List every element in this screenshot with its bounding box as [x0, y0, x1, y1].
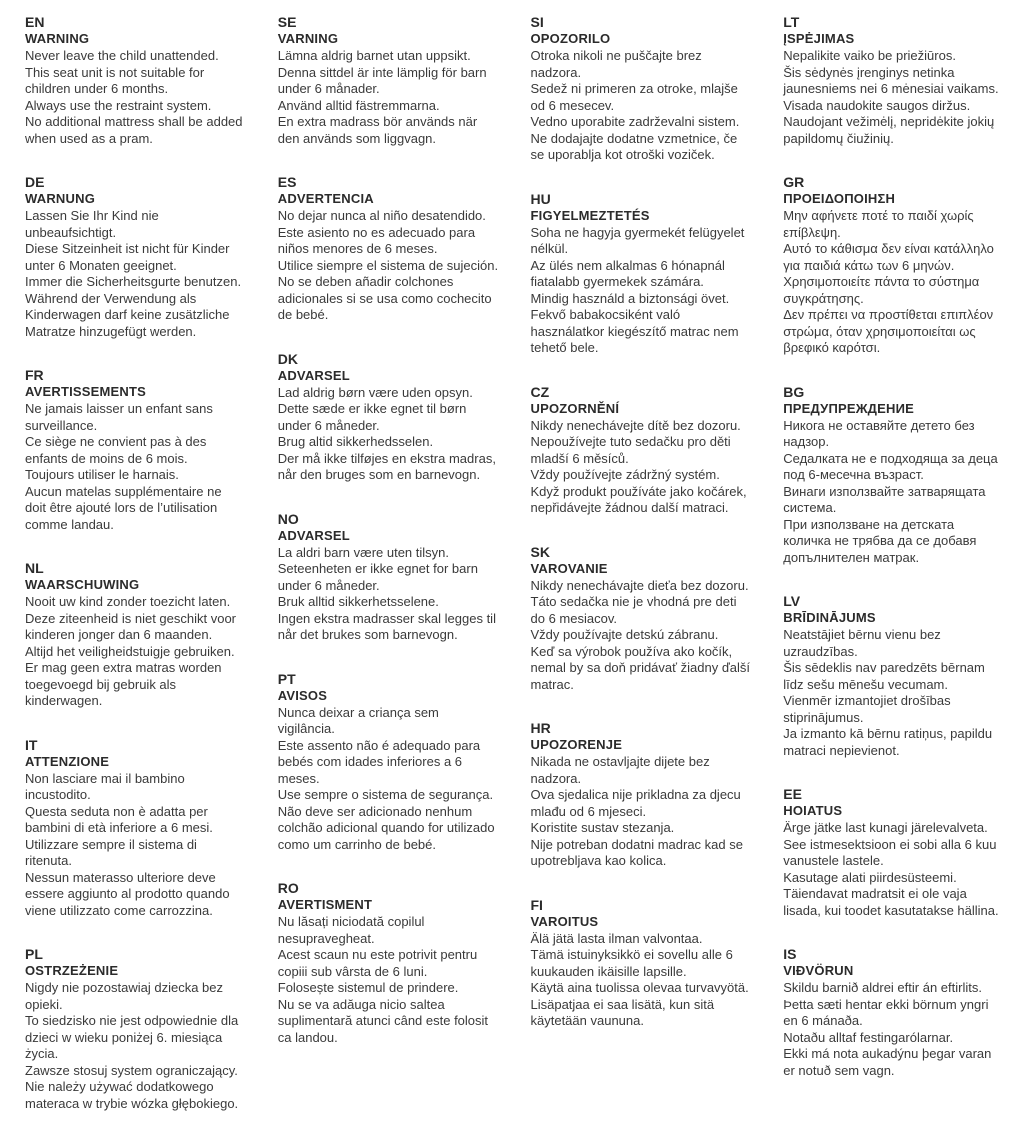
- warning-line: Nooit uw kind zonder toezicht laten.: [25, 594, 231, 609]
- warning-line: Skildu barnið aldrei eftir án eftirlits.: [783, 980, 982, 995]
- language-section-lt: [783, 14, 1004, 147]
- warning-line: Brug altid sikkerhedsselen.: [277, 434, 434, 449]
- warning-text: [531, 418, 752, 517]
- language-section-dk: [278, 351, 499, 484]
- warning-text: [531, 754, 752, 870]
- warnings-column-1: [25, 14, 246, 1139]
- warning-line: Nu se va adăuga nicio saltea suplimentară atunci când este folosit ca landou.: [277, 996, 489, 1045]
- warning-line: Az ülés nem alkalmas 6 hónapnál fiatalabb gyermekek számára.: [530, 257, 725, 289]
- warning-line: Soha ne hagyja gyermekét felügyelet nélkül.: [530, 224, 745, 256]
- warning-line: Never leave the child unattended.: [25, 48, 219, 63]
- language-code: HR: [530, 720, 551, 736]
- warning-line: See istmesektsioon ei sobi alla 6 kuu vanustele lastele.: [783, 836, 997, 868]
- warning-title: WARNUNG: [25, 191, 96, 206]
- warning-title: ATTENZIONE: [25, 753, 110, 769]
- language-section-nl: [25, 560, 246, 710]
- language-code: EE: [783, 786, 802, 802]
- warning-line: Nepoužívejte tuto sedačku pro děti mladší 6 měsíců.: [530, 434, 731, 466]
- language-code: RO: [277, 880, 299, 896]
- warning-line: Este assento não é adequado para bebés com idades inferiores a 6 meses.: [277, 737, 481, 786]
- warning-line: Visada naudokite saugos diržus.: [783, 97, 971, 113]
- warning-title: VAROITUS: [530, 913, 599, 929]
- warning-line: No se deben añadir colchones adicionales si se usa como cochecito de bebé.: [277, 274, 492, 322]
- warning-line: No additional mattress shall be added when used as a pram.: [25, 114, 243, 146]
- language-code: CZ: [530, 383, 550, 400]
- warning-line: Während der Verwendung als Kinderwagen darf keine zusätzliche Matratze hinzugefügt werden.: [25, 290, 230, 339]
- language-section-fr: [25, 367, 246, 533]
- language-section-lv: [783, 593, 1004, 759]
- language-code: NL: [25, 560, 44, 576]
- warnings-column-4: [783, 14, 1004, 1106]
- language-code: PL: [25, 946, 43, 962]
- warning-line: Lisäpatjaa ei saa lisätä, kun sitä käytetään vaununa.: [530, 996, 715, 1028]
- language-section-pl: [25, 946, 246, 1112]
- warning-line: Aucun matelas supplémentaire ne doit être ajouté lors de l’utilisation comme landau.: [25, 483, 222, 532]
- warning-line: Koristite sustav stezanja.: [530, 820, 675, 835]
- warning-line: Questa seduta non è adatta per bambini di età inferiore a 6 mesi.: [25, 803, 213, 835]
- warning-title: ADVERTENCIA: [277, 191, 374, 206]
- warning-line: Älä jätä lasta ilman valvontaa.: [530, 930, 703, 946]
- warning-text: [531, 48, 752, 164]
- warning-line: Винаги използвайте затварящата система.: [783, 483, 986, 515]
- warning-line: Ne dodajajte dodatne vzmetnice, če se uporablja kot otroški voziček.: [530, 130, 738, 162]
- warning-line: La aldri barn være uten tilsyn.: [277, 544, 450, 560]
- language-section-se: [278, 14, 499, 147]
- warning-line: Þetta sæti hentar ekki börnum yngri en 6 mánaða.: [783, 996, 989, 1028]
- warning-line: Nunca deixar a criança sem vigilância.: [277, 704, 439, 736]
- warning-line: Δεν πρέπει να προστίθεται επιπλέον στρώμα, όταν χρησιμοποιείται ως βρεφικό καρότσι.: [783, 307, 994, 355]
- language-code: SI: [530, 14, 544, 30]
- warning-line: Utilice siempre el sistema de sujeción.: [277, 257, 499, 273]
- warning-line: При използване на детската количка не трябва да се добавя допълнителен матрак.: [783, 516, 977, 565]
- warning-line: Vždy používajte detskú zábranu.: [530, 627, 719, 642]
- warning-line: Täiendavat madratsit ei ole vaja lisada, kui toodet kasutatakse hällina.: [783, 886, 999, 918]
- warning-line: Ja izmanto kā bērnu ratiņus, papildu matraci nepievienot.: [783, 726, 993, 758]
- warning-line: Non lasciare mai il bambino incustodito.: [25, 770, 185, 802]
- warning-text: [783, 627, 1004, 759]
- warning-line: Utilizzare sempre il sistema di ritenuta.: [25, 836, 197, 868]
- warning-text: [278, 545, 499, 644]
- warning-text: [25, 48, 246, 147]
- language-code: FI: [530, 896, 543, 913]
- warning-title: ПРЕДУПРЕЖДЕНИЕ: [783, 400, 915, 416]
- language-code: DK: [277, 350, 298, 367]
- warning-text: [278, 385, 499, 484]
- warning-title: ADVARSEL: [277, 367, 350, 383]
- warning-line: Folosește sistemul de prindere.: [277, 980, 459, 995]
- warning-text: [783, 418, 1004, 567]
- language-section-es: [278, 174, 499, 324]
- language-section-gr: [783, 174, 1004, 357]
- language-code: SE: [277, 14, 297, 30]
- language-code: IT: [25, 736, 38, 753]
- language-section-bg: [783, 384, 1004, 567]
- warning-text: [531, 225, 752, 357]
- warning-line: Neatstājiet bērnu vienu bez uzraudzības.: [783, 627, 941, 659]
- warning-line: Notaðu alltaf festingarólarnar.: [783, 1029, 954, 1045]
- warning-text: [278, 208, 499, 324]
- language-section-pt: [278, 671, 499, 854]
- warning-text: [278, 48, 499, 147]
- warning-line: Nepalikite vaiko be priežiūros.: [783, 48, 956, 63]
- warning-line: Vedno uporabite zadrževalni sistem.: [530, 114, 740, 129]
- warning-line: Nikdy nenechávejte dítě bez dozoru.: [530, 417, 741, 433]
- language-code: FR: [25, 367, 44, 383]
- warning-line: Sedež ni primeren za otroke, mlajše od 6 mesecev.: [530, 81, 738, 113]
- language-code: LV: [783, 593, 801, 609]
- language-code: LT: [783, 14, 800, 30]
- language-code: IS: [783, 946, 797, 962]
- warning-title: HOIATUS: [783, 803, 843, 818]
- language-section-it: [25, 737, 246, 920]
- warning-line: Keď sa výrobok používa ako kočík, nemal by sa doň pridávať žiadny ďalší matrac.: [530, 643, 751, 692]
- warning-line: Dette sæde er ikke egnet til børn under 6 måneder.: [277, 401, 467, 433]
- warning-title: OSTRZEŻENIE: [25, 963, 119, 978]
- warning-text: [25, 980, 246, 1112]
- warning-text: [783, 820, 1004, 919]
- warning-line: Otroka nikoli ne puščajte brez nadzora.: [530, 48, 702, 80]
- warning-text: [783, 980, 1004, 1079]
- language-section-sk: [531, 544, 752, 694]
- warning-title: VARNING: [277, 31, 339, 46]
- language-section-no: [278, 511, 499, 644]
- warning-line: Fekvő babakocsiként való használatkor kiegészítő matrac nem tehető bele.: [530, 307, 739, 355]
- warning-text: [25, 594, 246, 710]
- warning-title: OPOZORILO: [530, 31, 611, 46]
- language-code: BG: [783, 383, 805, 400]
- warning-line: This seat unit is not suitable for children under 6 months.: [25, 64, 205, 96]
- language-code: SK: [530, 543, 550, 560]
- warning-text: [278, 705, 499, 854]
- language-code: ES: [277, 174, 297, 190]
- warning-line: Никога не оставяйте детето без надзор.: [783, 417, 975, 449]
- warning-line: Altijd het veiligheidstuigje gebruiken.: [25, 643, 235, 659]
- warning-line: Αυτό το κάθισμα δεν είναι κατάλληλο για παιδιά κάτω των 6 μηνών.: [783, 241, 994, 273]
- warning-line: Deze ziteenheid is niet geschikt voor kinderen jonger dan 6 maanden.: [25, 610, 237, 642]
- language-code: EN: [25, 14, 45, 30]
- language-code: NO: [277, 510, 299, 527]
- warning-line: Always use the restraint system.: [25, 97, 212, 113]
- warning-line: En extra madrass bör används när den används som liggvagn.: [277, 114, 478, 146]
- warning-line: Nije potreban dodatni madrac kad se upotrebljava kao kolica.: [530, 836, 743, 868]
- warning-title: WAARSCHUWING: [25, 577, 140, 592]
- warning-line: Nie należy używać dodatkowego materaca w trybie wózka głębokiego.: [25, 1079, 239, 1111]
- warning-line: Táto sedačka nie je vhodná pre deti do 6 mesiacov.: [530, 594, 737, 626]
- warning-line: Denna sittdel är inte lämplig för barn under 6 månader.: [277, 64, 487, 96]
- language-section-de: [25, 174, 246, 340]
- warning-line: Šis sēdeklis nav paredzēts bērnam līdz sešu mēnešu vecumam.: [783, 660, 985, 692]
- warning-line: Ova sjedalica nije prikladna za djecu mlađu od 6 mjeseci.: [530, 787, 741, 819]
- warning-line: Kasutage alati piirdesüsteemi.: [783, 869, 957, 885]
- warning-text: [531, 931, 752, 1030]
- warnings-column-2: [278, 14, 499, 1073]
- warning-line: Der må ikke tilføjes en ekstra madras, når den bruges som en barnevogn.: [277, 450, 496, 482]
- warning-title: AVERTISSEMENTS: [25, 384, 147, 399]
- warning-text: [278, 914, 499, 1046]
- warning-text: [531, 578, 752, 694]
- warning-line: Nigdy nie pozostawiaj dziecka bez opieki.: [25, 980, 223, 1012]
- warning-line: Diese Sitzeinheit ist nicht für Kinder unter 6 Monaten geeignet.: [25, 241, 230, 273]
- warning-text: [783, 208, 1004, 357]
- warning-title: AVERTISMENT: [277, 897, 373, 912]
- warning-line: Když produkt používáte jako kočárek, nepřidávejte žádnou další matraci.: [530, 483, 747, 515]
- warning-line: Toujours utiliser le harnais.: [25, 467, 179, 482]
- warning-line: Nessun materasso ulteriore deve essere aggiunto al prodotto quando viene utilizzato come carrozzina.: [25, 869, 230, 918]
- warning-line: Μην αφήνετε ποτέ το παιδί χωρίς επίβλεψη.: [783, 208, 974, 240]
- warning-line: Lad aldrig børn være uden opsyn.: [277, 384, 473, 400]
- warning-title: ΠΡΟΕΙΔΟΠΟΙΗΣΗ: [783, 191, 896, 206]
- warning-line: No dejar nunca al niño desatendido.: [277, 208, 486, 223]
- warning-title: WARNING: [25, 31, 90, 46]
- language-code: GR: [783, 174, 805, 190]
- warning-line: Ingen ekstra madrasser skal legges til når det brukes som barnevogn.: [277, 610, 496, 642]
- warning-line: To siedzisko nie jest odpowiednie dla dzieci w wieku poniżej 6. miesiąca życia.: [25, 1013, 239, 1061]
- language-code: DE: [25, 174, 45, 190]
- warning-line: Седалката не е подходяща за деца под 6-месечна възраст.: [783, 450, 998, 482]
- warning-title: VIÐVÖRUN: [783, 963, 854, 978]
- warning-line: Nikdy nenechávajte dieťa bez dozoru.: [530, 577, 749, 593]
- language-section-hu: [531, 191, 752, 357]
- language-code: PT: [277, 670, 296, 687]
- warning-line: Nikada ne ostavljajte dijete bez nadzora.: [530, 754, 710, 786]
- warning-line: Seteenheten er ikke egnet for barn under 6 måneder.: [277, 561, 478, 593]
- warning-line: Vždy používejte zádržný systém.: [530, 467, 720, 482]
- warning-line: Ce siège ne convient pas à des enfants de moins de 6 mois.: [25, 434, 207, 466]
- language-section-is: [783, 946, 1004, 1079]
- warning-line: Šis sėdynės įrenginys netinka jaunesniems nei 6 mėnesiai vaikams.: [783, 64, 999, 96]
- warning-line: Acest scaun nu este potrivit pentru copiii sub vârsta de 6 luni.: [277, 947, 478, 979]
- warning-line: Immer die Sicherheitsgurte benutzen.: [25, 274, 242, 289]
- language-section-cz: [531, 384, 752, 517]
- warning-line: Nu lăsați niciodată copilul nesupravegheat.: [277, 914, 425, 946]
- language-section-en: [25, 14, 246, 147]
- language-section-si: [531, 14, 752, 164]
- warning-line: Este asiento no es adecuado para niños menores de 6 meses.: [277, 224, 476, 256]
- warning-title: UPOZORENJE: [530, 737, 623, 752]
- warning-title: ĮSPĖJIMAS: [783, 31, 855, 46]
- warning-line: Lämna aldrig barnet utan uppsikt.: [277, 48, 471, 63]
- language-section-ee: [783, 786, 1004, 919]
- language-code: HU: [530, 190, 551, 207]
- warning-title: VAROVANIE: [530, 560, 608, 576]
- warning-text: [25, 208, 246, 340]
- warning-line: Use sempre o sistema de segurança.: [277, 787, 494, 802]
- warning-line: Käytä aina tuolissa olevaa turvavyötä.: [530, 980, 749, 995]
- warning-text: [25, 771, 246, 920]
- warning-title: BRĪDINĀJUMS: [783, 610, 876, 625]
- warning-line: Naudojant vežimėlį, nepridėkite jokių papildomų čiužinių.: [783, 114, 995, 146]
- warning-line: Zawsze stosuj system ograniczający.: [25, 1062, 238, 1078]
- warning-title: UPOZORNĚNÍ: [530, 400, 620, 416]
- warning-line: Não deve ser adicionado nenhum colchão adicional quando for utilizado como um carrinho de bebé.: [277, 803, 495, 852]
- warning-title: FIGYELMEZTETÉS: [530, 207, 650, 223]
- warning-line: Ärge jätke last kunagi järelevalveta.: [783, 820, 988, 835]
- warning-text: [783, 48, 1004, 147]
- warning-line: Lassen Sie Ihr Kind nie unbeaufsichtigt.: [25, 208, 159, 240]
- language-section-ro: [278, 880, 499, 1046]
- warning-line: Bruk alltid sikkerhetsselene.: [277, 594, 439, 609]
- warning-line: Ne jamais laisser un enfant sans surveillance.: [25, 401, 213, 433]
- warning-line: Använd alltid fästremmarna.: [277, 97, 440, 113]
- warning-line: Χρησιμοποιείτε πάντα το σύστημα συγκράτησης.: [783, 274, 980, 306]
- warning-line: Ekki má nota aukadýnu þegar varan er notuð sem vagn.: [783, 1046, 992, 1078]
- warnings-column-3: [531, 14, 752, 1057]
- warning-line: Mindig használd a biztonsági övet.: [530, 290, 730, 306]
- warning-line: Er mag geen extra matras worden toegevoegd bij gebruik als kinderwagen.: [25, 660, 222, 708]
- warning-line: Tämä istuinyksikkö ei sovellu alle 6 kuukauden ikäisille lapsille.: [530, 947, 733, 979]
- warning-title: ADVARSEL: [277, 527, 350, 543]
- warning-text: [25, 401, 246, 533]
- language-section-fi: [531, 897, 752, 1030]
- warning-line: Vienmēr izmantojiet drošības stiprinājumus.: [783, 693, 951, 725]
- warning-title: AVISOS: [277, 687, 328, 703]
- language-section-hr: [531, 720, 752, 870]
